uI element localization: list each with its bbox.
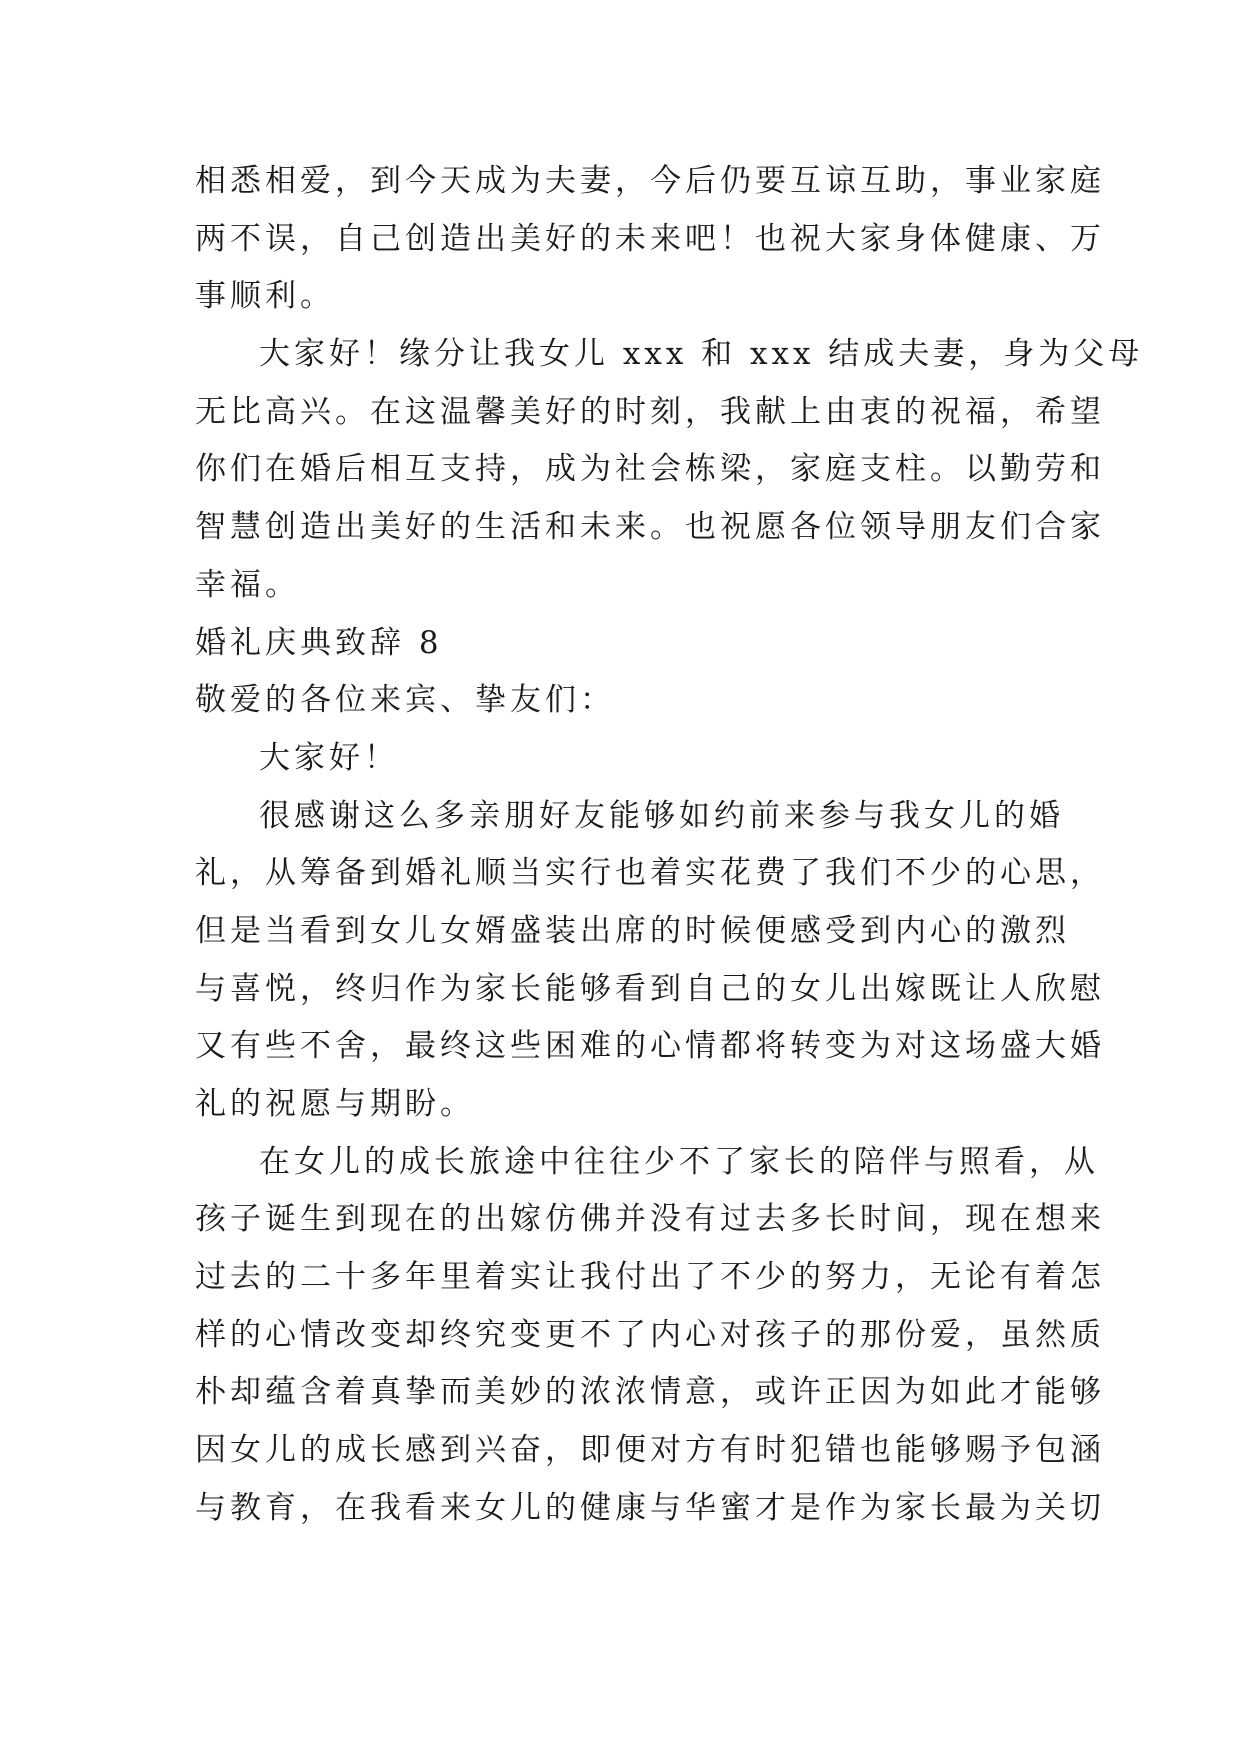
text-line: 孩子诞生到现在的出嫁仿佛并没有过去多长时间，现在想来 (195, 1201, 1105, 1238)
text-line: 礼的祝愿与期盼。 (195, 1086, 475, 1122)
text-line: 智慧创造出美好的生活和未来。也祝愿各位领导朋友们合家 (195, 509, 1105, 546)
text-line: 礼，从筹备到婚礼顺当实行也着实花费了我们不少的心思， (195, 855, 1105, 892)
document-body (195, 153, 1144, 1538)
paragraph-first-line: 大家好！缘分让我女儿 xxx 和 xxx 结成夫妻，身为父母 (259, 336, 1144, 373)
text-line: 又有些不舍，最终这些困难的心情都将转变为对这场盛大婚 (195, 1028, 1105, 1065)
text-line: 事顺利。 (195, 278, 335, 315)
paragraph-first-line: 很感谢这么多亲朋好友能够如约前来参与我女儿的婚 (259, 797, 1064, 834)
text-line: 与教育，在我看来女儿的健康与华蜜才是作为家长最为关切 (195, 1489, 1105, 1526)
text-line: 因女儿的成长感到兴奋，即便对方有时犯错也能够赐予包涵 (195, 1432, 1105, 1469)
text-line: 幸福。 (195, 566, 300, 603)
text-line: 两不误，自己创造出美好的未来吧！也祝大家身体健康、万 (195, 220, 1105, 257)
section-heading: 婚礼庆典致辞 8 (195, 624, 443, 661)
text-line: 与喜悦，终归作为家长能够看到自己的女儿出嫁既让人欣慰 (195, 970, 1105, 1007)
greeting: 大家好！ (259, 739, 399, 776)
text-line: 朴却蕴含着真挚而美妙的浓浓情意，或许正因为如此才能够 (195, 1374, 1105, 1411)
paragraph-first-line: 在女儿的成长旅途中往往少不了家长的陪伴与照看，从 (259, 1143, 1099, 1180)
text-line: 无比高兴。在这温馨美好的时刻，我献上由衷的祝福，希望 (195, 393, 1105, 430)
text-line: 相悉相爱，到今天成为夫妻，今后仍要互谅互助，事业家庭 (195, 163, 1105, 199)
text-line: 但是当看到女儿女婿盛装出席的时候便感受到内心的激烈 (195, 912, 1070, 949)
text-line: 样的心情改变却终究变更不了内心对孩子的那份爱，虽然质 (195, 1316, 1105, 1353)
salutation: 敬爱的各位来宾、挚友们： (195, 682, 615, 719)
text-line: 你们在婚后相互支持，成为社会栋梁，家庭支柱。以勤劳和 (195, 451, 1105, 488)
text-line: 过去的二十多年里着实让我付出了不少的努力，无论有着怎 (195, 1259, 1105, 1296)
